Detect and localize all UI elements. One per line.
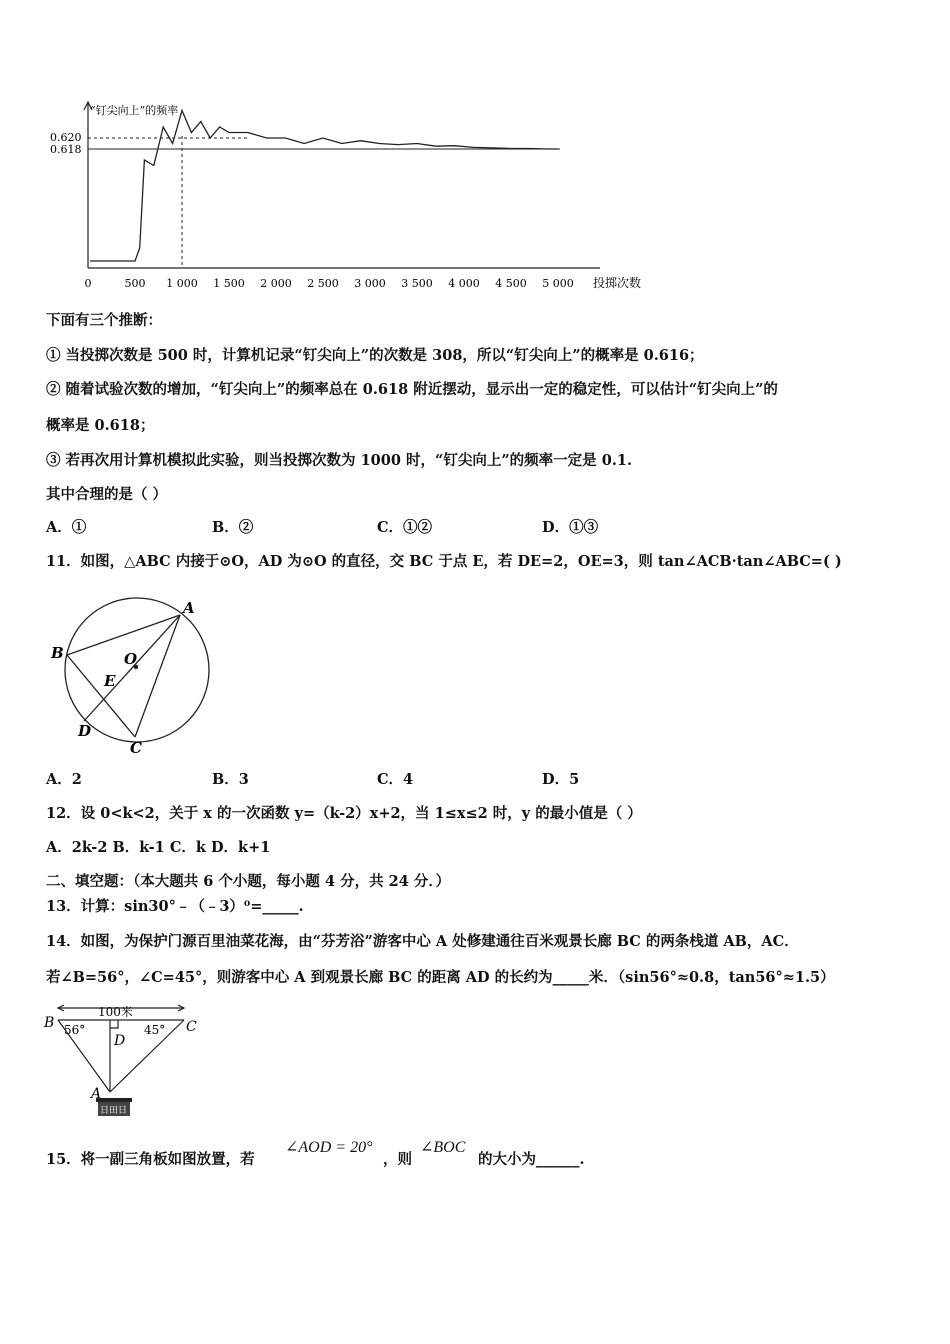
xtick-label: 4 500 — [495, 277, 527, 290]
xtick-label: 2 500 — [307, 277, 339, 290]
q10-option-d: D．①③ — [542, 519, 599, 536]
label-a: A — [91, 1086, 102, 1102]
circle-figure — [40, 595, 230, 765]
q10-statement-1: ① 当投掷次数是 500 时，计算机记录“钉尖向上”的次数是 308，所以“钉尖向上”的概率是 0.616； — [46, 347, 704, 364]
label-d: D — [114, 1033, 126, 1049]
q11-stem: 11．如图，△ABC 内接于⊙O，AD 为⊙O 的直径，交 BC 于点 E，若 DE=2，OE=3，则 tan∠ACB·tan∠ABC=( ) — [46, 553, 842, 570]
circle-o — [65, 598, 209, 742]
segment-ad — [84, 615, 180, 721]
q11-option-d: D．5 — [542, 771, 580, 788]
frequency-chart — [40, 96, 670, 296]
building-roof — [96, 1098, 132, 1102]
q10-option-b: B．② — [212, 519, 254, 536]
xtick-label: 5 000 — [542, 277, 574, 290]
q15-middle: ，则 — [383, 1151, 412, 1168]
angle-c-label: 45° — [144, 1023, 166, 1037]
chart-xlabel: 投掷次数 — [593, 276, 642, 290]
xtick-label: 500 — [124, 277, 146, 290]
q12-options: A．2k-2 B．k-1 C．k D．k+1 — [46, 839, 271, 856]
label-e: E — [104, 672, 116, 690]
angle-b-label: 56° — [64, 1023, 86, 1037]
ytick-0620: 0.620 — [50, 131, 82, 144]
q10-option-c: C．①② — [377, 519, 433, 536]
label-b: B — [44, 1015, 55, 1031]
q11-option-b: B．3 — [212, 771, 249, 788]
q15-condition: ∠AOD = 20° — [285, 1139, 373, 1156]
q14-stem-line2: 若∠B=56°，∠C=45°，则游客中心 A 到观景长廊 BC 的距离 AD 的长约为_____米．（sin56°≈0.8，tan56°≈1.5） — [46, 969, 835, 986]
q15-prefix: 15．将一副三角板如图放置，若 — [46, 1151, 255, 1168]
q10-statement-2a: ② 随着试验次数的增加，“钉尖向上”的频率总在 0.618 附近摆动，显示出一定的稳定性，可以估计“钉尖向上”的 — [46, 381, 778, 398]
walkway-figure — [40, 1000, 200, 1125]
xtick-label: 3 000 — [354, 277, 386, 290]
label-b: B — [51, 644, 64, 662]
q15-target-angle: ∠BOC — [420, 1139, 466, 1156]
label-d: D — [78, 722, 92, 740]
q10-statement-2b: 概率是 0.618； — [46, 417, 155, 434]
building-sign: 日田日 — [100, 1106, 128, 1116]
q11-option-c: C．4 — [377, 771, 414, 788]
q10-option-a: A．① — [46, 519, 87, 536]
xtick-label: 0 — [84, 277, 92, 290]
chart-ylabel: “钉尖向上”的频率 — [90, 104, 179, 117]
q11-option-a: A．2 — [46, 771, 82, 788]
distance-label: 100米 — [98, 1005, 133, 1019]
q15-suffix: 的大小为______. — [478, 1151, 585, 1168]
right-angle-mark — [110, 1020, 118, 1028]
series-line-frequency — [90, 111, 558, 262]
q13-stem: 13．计算：sin30°﹣（﹣3）⁰=_____. — [46, 898, 304, 915]
xtick-label: 2 000 — [260, 277, 292, 290]
label-o: O — [124, 650, 138, 668]
xtick-label: 4 000 — [448, 277, 480, 290]
section-2-heading: 二、填空题：（本大题共 6 个小题，每小题 4 分，共 24 分．） — [46, 873, 451, 890]
q14-stem-line1: 14．如图，为保护门源百里油菜花海，由“芬芳浴”游客中心 A 处修建通往百米观景长廊 BC 的两条栈道 AB，AC． — [46, 933, 799, 950]
xtick-label: 1 500 — [213, 277, 245, 290]
ytick-0618: 0.618 — [50, 143, 82, 156]
q10-statement-3: ③ 若再次用计算机模拟此实验，则当投掷次数为 1000 时，“钉尖向上”的频率一定是 0.1. — [46, 452, 633, 469]
q12-stem: 12．设 0<k<2，关于 x 的一次函数 y=（k-2）x+2，当 1≤x≤2 时，y 的最小值是（ ） — [46, 805, 642, 822]
q10-question: 其中合理的是（ ） — [46, 486, 168, 503]
q10-intro: 下面有三个推断： — [46, 312, 162, 329]
label-c: C — [186, 1019, 197, 1035]
label-c: C — [130, 739, 142, 757]
label-a: A — [183, 599, 195, 617]
xtick-label: 1 000 — [166, 277, 198, 290]
xtick-label: 3 500 — [401, 277, 433, 290]
segment-ac — [135, 615, 180, 737]
